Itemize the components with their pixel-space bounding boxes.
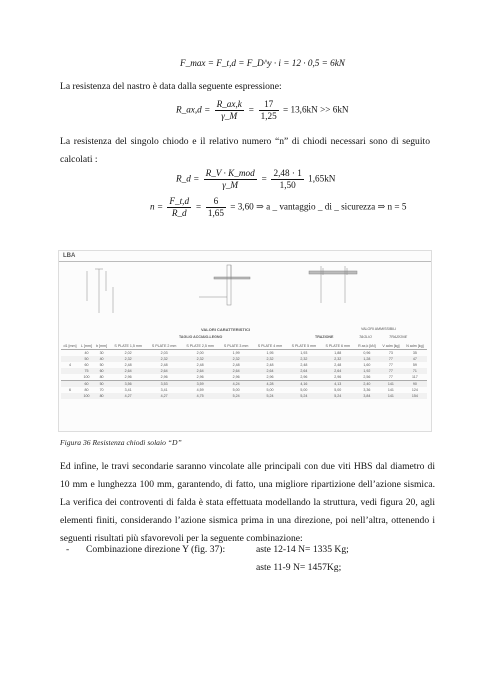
table-cell: 40 [99,357,104,361]
eq4-denominator-value: 1,65 [207,208,224,218]
table-header-cell: S PLATE 3 mm [219,343,253,350]
table-cell: 141 [387,388,394,392]
table-cell: 2,64 [266,369,274,373]
table-cell: 2,03 [160,351,168,355]
eq4-result: = 3,60 ⇒ a _ vantaggio _ di _ sicurezza ⇒ n = 5 [230,201,407,212]
eq3-numerator: R_V · K_mod [205,168,255,178]
eq2-numerator: R_ax,k [216,99,242,109]
paragraph-viti-hbs [60,458,435,548]
equation-fmax [180,58,345,68]
table-cell: 2,96 [266,375,274,379]
eq2-lhs: R_ax,d = [176,104,211,115]
table-cell: 0,96 [363,351,371,355]
figure-header-divider [59,261,431,262]
table-cell: 60 [84,363,89,367]
table-header-cell: S PLATE 6 mm [321,343,355,350]
equation-rax [176,99,349,122]
eq2-numerator-value: 17 [259,99,279,111]
table-cell: 5,00 [232,388,240,392]
eq4-denominator: R_d [171,208,187,218]
table-cell: 5,24 [266,394,274,398]
table-header-cell: S PLATE 2,5 mm [181,343,219,350]
table-cell: 2,64 [232,369,240,373]
eq4-lhs: n = [150,201,164,212]
table-cell: 3,41 [124,388,132,392]
table-cell: 77 [388,363,393,367]
table-cell: 1,93 [300,351,308,355]
table-cell: 60 [84,382,89,386]
table-cell: 1,92 [363,369,371,373]
table-cell: 75 [84,369,89,373]
table-cell: 117 [412,375,418,379]
table-cell: 2,48 [196,363,204,367]
eq3-lhs: R_d = [176,173,200,184]
table-cell: 3,56 [124,382,132,386]
table-cell: 2,96 [334,375,342,379]
table-cell: 6 [68,388,71,392]
figure-lba-table [58,250,432,432]
table-cell: 2,64 [160,369,168,373]
table-cell: 50 [99,382,104,386]
table-cell: 100 [83,375,90,379]
table-cell: 2,48 [266,363,274,367]
eq3-fraction [204,168,257,191]
table-cell: 154 [411,394,418,398]
list-line-1: aste 12-14 N= 1335 Kg; [256,544,349,555]
table-cell: 2,96 [232,375,240,379]
table-row [61,393,427,399]
table-cell: 2,32 [160,357,168,361]
table-cell: 4,27 [160,394,168,398]
figure-header-lba: LBA [63,253,76,259]
eq2-denominator: γ_M [221,111,238,121]
table-cell: 60 [99,369,104,373]
table-cell: 2,32 [124,357,132,361]
table-header-cell: L [mm] [79,343,94,350]
table-cell: 2,40 [363,382,371,386]
table-cell: 35 [412,351,417,355]
equation-fmax-text: F_max = F_t,d = F_D^y · i = 12 · 0,5 = 6kN [180,58,345,68]
table-cell: 30 [99,351,104,355]
table-header-cell: V adm [kg] [379,343,403,350]
table-cell: 4,75 [196,394,204,398]
table-header-cell: d1 [mm] [61,343,79,350]
eq4-numerator: F_t,d [169,196,190,206]
table-cell: 4 [68,363,71,367]
nail-drawings [59,263,431,321]
table-cell: 2,48 [300,363,308,367]
table-cell: 59 [412,363,417,367]
table-cell: 5,24 [300,394,308,398]
table-cell: 2,96 [124,375,132,379]
equation-rd: R_d = $\frac{\text{R\_V · K\_mod}}{\gamma\_M}$ = $\frac{2,48 \cdot 1}{1,50}$ 1,65kN [176,168,336,190]
table-cell: 2,02 [124,351,132,355]
eq4-fraction-values [206,196,226,219]
paragraph-resistenza-nastro [60,78,430,96]
table-cell: 80 [99,394,104,398]
figure-sub-header: TAGLIO ACCIAIO-LEGNO [179,335,223,339]
table-cell: 4,27 [124,394,132,398]
table-cell: 70 [99,388,104,392]
table-cell: 2,48 [232,363,240,367]
table-body [61,350,427,400]
table-cell: 80 [99,375,104,379]
eq4-numerator-value: 6 [206,196,226,208]
table-cell: 1,88 [334,351,342,355]
table-cell: 2,32 [196,357,204,361]
table-cell: 2,32 [334,357,342,361]
paragraph-text: La resistenza del nastro è data dalla seguente espressione: [60,81,282,92]
table-header-cell: S PLATE 4 mm [253,343,287,350]
table-cell: 141 [387,394,394,398]
table-cell: 2,32 [266,357,274,361]
table-header-cell: R ax,k [kN] [355,343,379,350]
table-cell: 50 [99,363,104,367]
table-cell: 1,28 [363,357,371,361]
paragraph-text: La resistenza del singolo chiodo e il relativo numero “n” di chiodi necessari sono di seguito calcolati : [60,136,430,165]
eq3-result: 1,65kN [308,173,336,184]
table-cell: 2,48 [334,363,342,367]
figure-taglio-header: TAGLIO [359,335,372,339]
table-cell: 3,84 [363,394,371,398]
table-cell: 2,48 [124,363,132,367]
table-cell: 3,36 [363,388,371,392]
table-cell: 71 [412,369,417,373]
table-cell: 4,13 [334,382,342,386]
eq2-denominator-value: 1,25 [260,111,277,121]
table-cell: 3,53 [160,382,168,386]
table-cell: 4,59 [196,388,204,392]
table-cell: 47 [412,357,417,361]
table-header-cell: N adm [kg] [403,343,427,350]
eq3-numerator-value: 2,48 · 1 [273,168,302,178]
table-cell: 2,56 [363,375,371,379]
table-cell: 1,99 [232,351,240,355]
table-cell: 2,64 [300,369,308,373]
table-cell: 3,41 [160,388,168,392]
eq2-fraction [215,99,244,122]
list-bullet: - [66,544,70,555]
table-cell: 5,24 [334,394,342,398]
table-cell [61,393,79,399]
table-cell: 3,59 [196,382,204,386]
table-header-cell: S PLATE 2 mm [147,343,181,350]
list-label: Combinazione direzione Y (fig. 37): [86,544,226,555]
table-header-cell: S PLATE 5 mm [287,343,321,350]
eq2-fraction-values [259,99,279,122]
table-cell: 50 [84,357,89,361]
table-cell: 2,64 [196,369,204,373]
paragraph-resistenza-chiodo [60,133,430,169]
paragraph-text: Ed infine, le travi secondarie saranno vincolate alle principali con due viti HBS dal diametro di 10 mm e lunghezza 100 mm, garantendo, di fatto, una migliore ripartizione dell’azione sismica. La verifica dei controventi di falda è stata effettuata modellando la struttura, vedi figura 20, agli elementi finiti, considerando l’azione sismica prima in una direzione, poi nell’altra, ottenendo i seguenti risultati più sfavorevoli per la seguente combinazione: [60,461,435,544]
table-header-cell: S PLATE 1,5 mm [109,343,147,350]
figure-trazione2-header: TRAZIONE [389,335,408,339]
table-cell: 80 [84,388,89,392]
table-cell: 90 [412,382,417,386]
table-cell: 2,32 [232,357,240,361]
eq2-equals: = [248,104,255,115]
table-cell: 77 [388,375,393,379]
table-cell: 77 [388,357,393,361]
table-cell: 2,00 [196,351,204,355]
eq2-result: = 13,6kN >> 6kN [283,104,349,115]
equation-n: n = $\frac{F\_t,d}{R\_d}$ = $\frac{6}{1,65}$ = 3,60 ⇒ a _ vantaggio _ di _ sicurezza ⇒ n = 5 [150,196,407,218]
figure-caption: Figura 36 Resistenza chiodi solaio “D” [60,438,182,447]
table-cell: 2,96 [300,375,308,379]
table-cell: 124 [411,388,418,392]
eq3-denominator-value: 1,50 [279,180,296,190]
nail-values-table [61,343,427,399]
table-cell: 2,32 [300,357,308,361]
eq3-denominator: γ_M [222,180,239,190]
table-cell: 40 [84,351,89,355]
table-cell: 4,28 [266,382,274,386]
table-cell: 2,96 [160,375,168,379]
table-cell: 141 [387,382,394,386]
table-cell: 77 [388,369,393,373]
table-cell: 2,64 [124,369,132,373]
table-cell: 5,00 [334,388,342,392]
figure-trazione-header: TRAZIONE [315,335,334,339]
figure-ammissibili-header: VALORI AMMISSIBILI [361,327,397,331]
table-cell: 4,16 [300,382,308,386]
table-cell: 5,24 [232,394,240,398]
table-cell: 5,00 [300,388,308,392]
table-header-cell: b [mm] [94,343,109,350]
table-cell: 2,96 [196,375,204,379]
table-cell: 5,00 [266,388,274,392]
table-cell: 73 [388,351,393,355]
table-cell: 2,48 [160,363,168,367]
figure-group-header: VALORI CARATTERISTICI [201,327,250,332]
eq4-fraction [167,196,191,219]
list-line-2: aste 11-9 N= 1457Kg; [256,562,342,573]
eq3-fraction-values [271,168,303,191]
table-cell: 2,64 [334,369,342,373]
table-cell: 1,60 [363,363,371,367]
table-cell: 100 [83,394,90,398]
table-cell: 4,24 [232,382,240,386]
table-cell: 1,95 [266,351,274,355]
